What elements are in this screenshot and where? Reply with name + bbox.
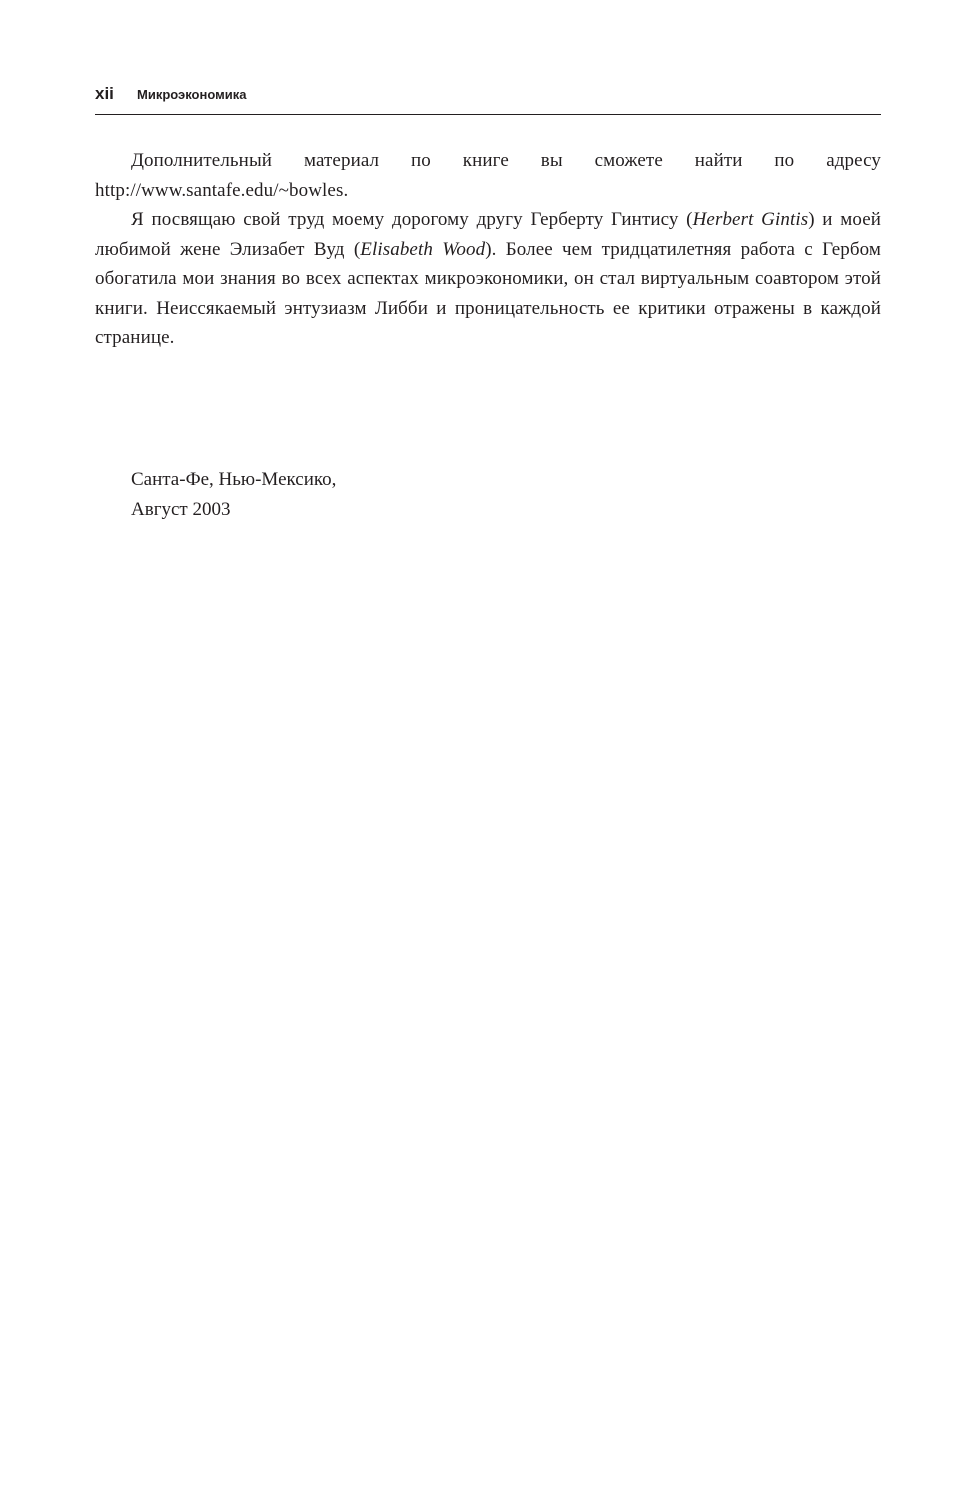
- dedication-text-2: ) и моей любимой жене Элизабет Вуд (: [95, 209, 882, 260]
- dedication-text-3: ). Более чем тридцатилетняя работа с Гербом обогатила мои знания во всех аспектах микроэкономики, он стал виртуальным соавтором этой книги. Неиссякаемый энтузиазм Либби и проницательность ее критики отражены в каждой странице.: [95, 238, 881, 348]
- date-line: Август 2003: [131, 498, 231, 520]
- place-line: Санта-Фе, Нью-Мексико,: [131, 469, 337, 490]
- name-herbert-gintis: Herbert Gintis: [692, 209, 809, 230]
- book-title: Микроэкономика: [137, 87, 247, 102]
- main-text: [95, 146, 881, 353]
- running-head: [95, 84, 881, 115]
- page-number: xii: [95, 84, 114, 103]
- name-elisabeth-wood: Elisabeth Wood: [360, 238, 486, 260]
- paragraph-dedication: [95, 205, 881, 353]
- dedication-text-1: Я посвящаю свой труд моему дорогому другу Герберту Гинтису (: [131, 209, 693, 230]
- signature-block: [131, 465, 336, 524]
- paragraph-url: Дополнительный материал по книге вы сможете найти по адресу http://www.santafe.edu/~bowles.: [95, 150, 881, 201]
